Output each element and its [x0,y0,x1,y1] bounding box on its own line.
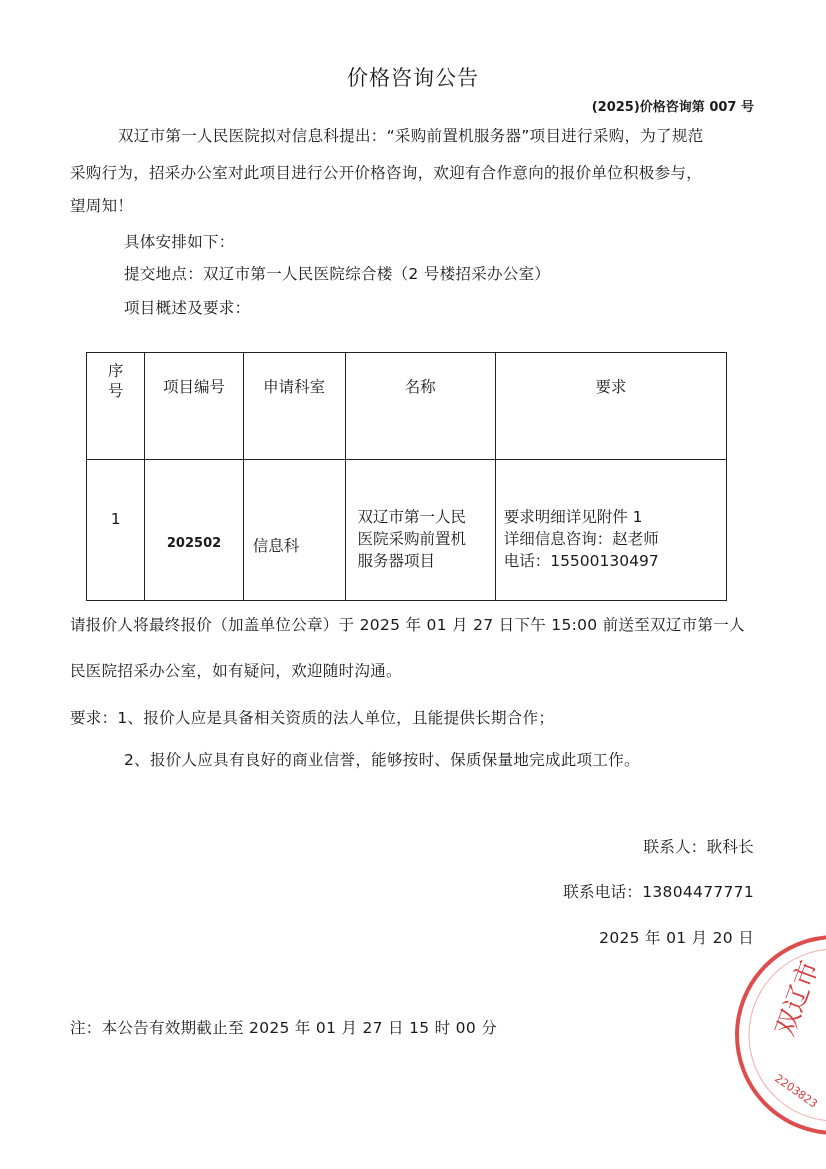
validity-note: 注：本公告有效期截止至 2025 年 01 月 27 日 15 时 00 分 [70,1019,498,1037]
issue-date: 2025 年 01 月 20 日 [599,929,754,947]
cell-name-line1: 双辽市第一人民 [357,508,467,526]
header-no [87,353,145,460]
cell-requirements [495,460,726,601]
cell-req-line1: 要求明细详见附件 1 [503,508,643,526]
intro-line-2: 采购行为，招采办公室对此项目进行公开价格咨询，欢迎有合作意向的报价单位积极参与， [70,164,703,182]
table-row [87,460,727,601]
intro-line-3: 望周知！ [70,197,134,215]
header-requirements: 要求 [495,353,726,460]
header-code: 项目编号 [145,353,243,460]
contact-person: 联系人：耿科长 [643,838,754,856]
table-header-row [87,353,727,460]
requirement-item-1: 要求：1、报价人应是具备相关资质的法人单位，且能提供长期合作； [70,709,555,727]
cell-no: 1 [87,460,145,601]
header-no-line2: 号 [107,382,124,400]
intro-line-1: 双辽市第一人民医院拟对信息科提出：“采购前置机服务器”项目进行采购，为了规范 [118,127,704,145]
cell-name-line2: 医院采购前置机 [357,530,467,548]
document-number: (2025)价格咨询第 007 号 [591,100,754,115]
cell-req-line2: 详细信息咨询：赵老师 [503,530,659,548]
cell-dept: 信息科 [243,460,345,601]
contact-phone: 联系电话：13804477771 [563,883,754,901]
official-seal [730,930,826,1140]
page-title: 价格咨询公告 [347,66,479,90]
overview-heading: 项目概述及要求： [124,299,251,317]
seal-serial: 2203823 [772,1071,820,1111]
cell-code: 202502 [145,460,243,601]
cell-name [345,460,495,601]
cell-name-line3: 服务器项目 [357,552,436,570]
cell-req-line3: 电话：15500130497 [503,552,659,570]
arrangement-heading: 具体安排如下： [124,233,235,251]
header-name: 名称 [345,353,495,460]
submission-place: 提交地点：双辽市第一人民医院综合楼（2 号楼招采办公室） [124,265,551,283]
deadline-line-1: 请报价人将最终报价（加盖单位公章）于 2025 年 01 月 27 日下午 15:00 前送至双辽市第一人 [70,616,745,634]
seal-text: 双辽市 [770,956,826,1041]
deadline-line-2: 民医院招采办公室，如有疑问，欢迎随时沟通。 [70,662,402,680]
requirement-item-2: 2、报价人应具有良好的商业信誉，能够按时、保质保量地完成此项工作。 [124,751,640,769]
header-no-line1: 序 [107,362,124,380]
project-table [86,352,727,601]
header-dept: 申请科室 [243,353,345,460]
